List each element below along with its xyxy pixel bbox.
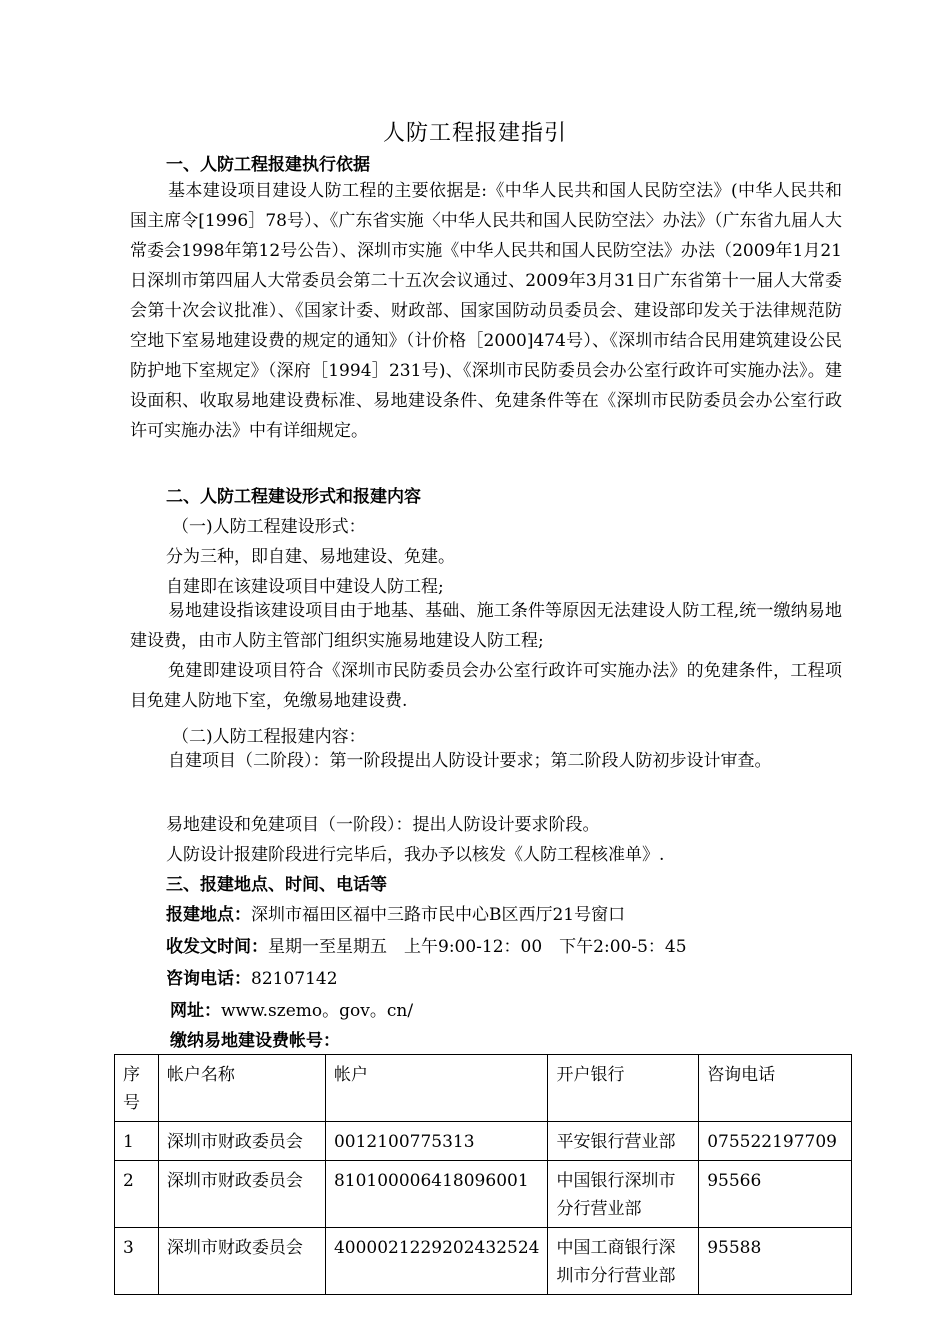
cell-index: 1	[115, 1122, 159, 1161]
phone-line	[166, 964, 338, 989]
header-account-number: 帐户	[325, 1055, 548, 1122]
cell-phone: 95566	[699, 1161, 852, 1228]
cell-account-name: 深圳市财政委员会	[158, 1228, 325, 1295]
phone-label: 咨询电话：	[166, 969, 251, 989]
cell-bank: 平安银行营业部	[548, 1122, 699, 1161]
cell-account-number: 4000021229202432524	[325, 1228, 548, 1295]
paragraph: 易地建设指该建设项目由于地基、基础、施工条件等原因无法建设人防工程,统一缴纳易地建设费，由市人防主管部门组织实施易地建设人防工程;	[130, 601, 842, 651]
section-1-heading: 一、人防工程报建执行依据	[166, 155, 370, 175]
website-label: 网址：	[170, 1001, 221, 1021]
cell-account-name: 深圳市财政委员会	[158, 1161, 325, 1228]
website-line	[170, 996, 413, 1021]
header-account-name: 帐户名称	[158, 1055, 325, 1122]
address-label: 报建地点：	[166, 905, 251, 925]
cell-index: 3	[115, 1228, 159, 1295]
text-line: 人防设计报建阶段进行完毕后，我办予以核发《人防工程核准单》.	[166, 845, 665, 865]
header-index: 序号	[115, 1055, 159, 1122]
account-label: 缴纳易地建设费帐号：	[170, 1031, 340, 1051]
paragraph: 自建项目（二阶段）：第一阶段提出人防设计要求；第二阶段人防初步设计审查。	[168, 751, 772, 771]
header-phone: 咨询电话	[699, 1055, 852, 1122]
cell-bank: 中国银行深圳市分行营业部	[548, 1161, 699, 1228]
address-line	[166, 900, 625, 925]
cell-bank: 中国工商银行深圳市分行营业部	[548, 1228, 699, 1295]
text-line: 易地建设和免建项目（一阶段）：提出人防设计要求阶段。	[166, 815, 600, 835]
cell-phone: 075522197709	[699, 1122, 852, 1161]
cell-phone: 95588	[699, 1228, 852, 1295]
table-row	[115, 1228, 852, 1295]
cell-account-number: 810100006418096001	[325, 1161, 548, 1228]
time-line	[166, 932, 687, 957]
section-2-heading: 二、人防工程建设形式和报建内容	[166, 487, 421, 507]
account-heading	[170, 1026, 340, 1051]
cell-index: 2	[115, 1161, 159, 1228]
cell-account-name: 深圳市财政委员会	[158, 1122, 325, 1161]
website-value: www.szemo。gov。cn/	[221, 1001, 414, 1021]
address-value: 深圳市福田区福中三路市民中心B区西厅21号窗口	[251, 905, 626, 925]
cell-account-number: 0012100775313	[325, 1122, 548, 1161]
section-1-paragraph: 基本建设项目建设人防工程的主要依据是:《中华人民共和国人民防空法》(中华人民共和国主席令[1996］78号）、《广东省实施〈中华人民共和国人民防空法〉办法》（广东省九届人大常委会1998年第12号公告）、深圳市实施《中华人民共和国人民防空法》办法（2009年1月21日深圳市第四届人大常委员会第二十五次会议通过、2009年3月31日广东省第十一届人大常委会第十次会议批准）、《国家计委、财政部、国家国防动员委员会、建设部印发关于法律规范防空地下室易地建设费的规定的通知》（计价格［2000]474号）、《深圳市结合民用建筑建设公民防护地下室规定》（深府［1994］231号)、《深圳市民防委员会办公室行政许可实施办法》。建设面积、收取易地建设费标准、易地建设条件、免建条件等在《深圳市民防委员会办公室行政许可实施办法》中有详细规定。	[130, 181, 842, 441]
table-row	[115, 1161, 852, 1228]
text-line: 自建即在该建设项目中建设人防工程;	[166, 577, 444, 597]
account-table	[114, 1054, 852, 1295]
text-line: 分为三种，即自建、易地建设、免建。	[166, 547, 455, 567]
subsection-1-heading: （一)人防工程建设形式：	[172, 517, 366, 537]
header-bank: 开户银行	[548, 1055, 699, 1122]
subsection-2-heading: （二)人防工程报建内容：	[172, 727, 366, 747]
paragraph: 免建即建设项目符合《深圳市民防委员会办公室行政许可实施办法》的免建条件，工程项目免建人防地下室，免缴易地建设费.	[130, 661, 842, 711]
section-3-heading: 三、报建地点、时间、电话等	[166, 875, 387, 895]
page-title: 人防工程报建指引	[382, 121, 567, 146]
table-header-row	[115, 1055, 852, 1122]
phone-value: 82107142	[251, 969, 338, 989]
table-row	[115, 1122, 852, 1161]
time-label: 收发文时间：	[166, 937, 268, 957]
time-value: 星期一至星期五 上午9:00-12：00 下午2:00-5：45	[268, 937, 687, 957]
